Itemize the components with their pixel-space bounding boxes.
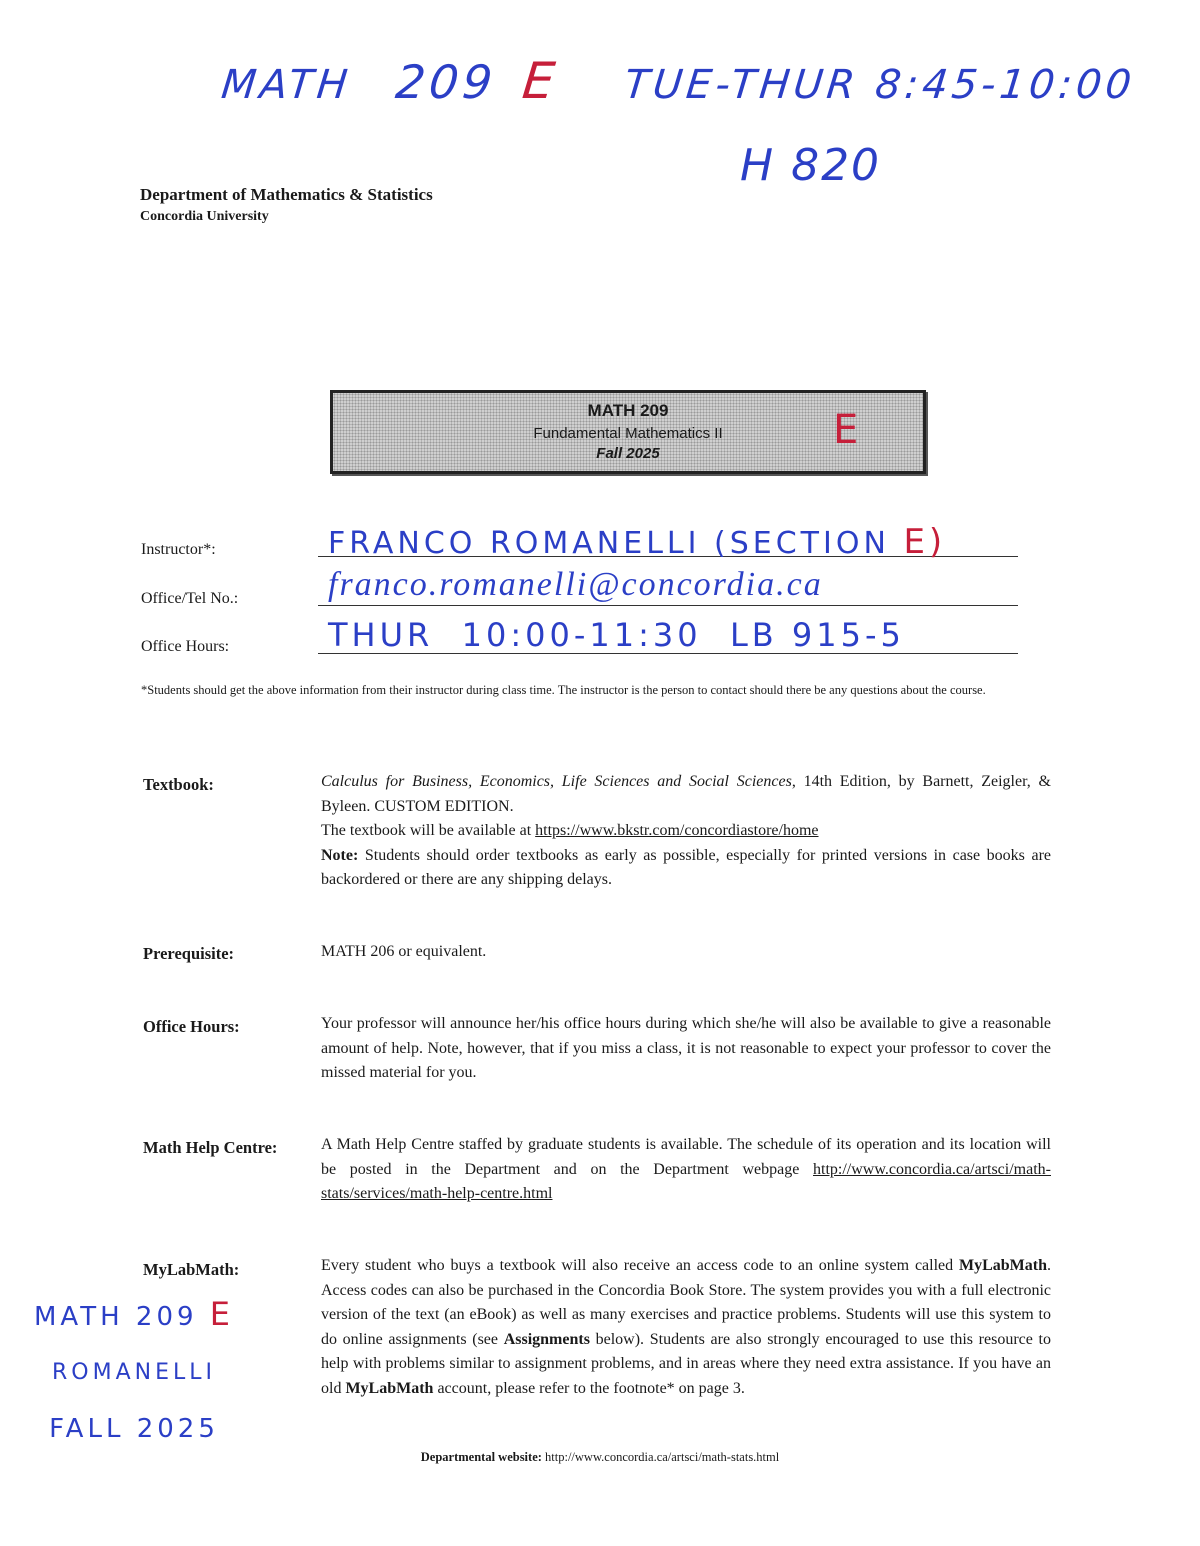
office-tel-label: Office/Tel No.: [141,590,239,607]
hw-schedule: TUE-THUR 8:45-10:00 [622,62,1138,108]
textbook-body [321,770,1051,893]
handwritten-room: H 820 [740,140,882,191]
mylabmath-body [321,1254,1051,1401]
office-hours-section-text: Your professor will announce her/his office hours during which she/he will also be available to give a reasonable amount of help. Note, however, that if you miss a class, it is not reasonable to expect your professor to cover the missed material for you. [321,1015,1051,1081]
math-help-body [321,1133,1051,1207]
office-hours-label: Office Hours: [141,638,230,655]
assignments-bold: Assignments [503,1330,590,1348]
prerequisite-text: MATH 206 or equivalent. [321,943,487,960]
office-hours-value: THUR 10:00-11:30 LB 915-5 [328,616,905,654]
office-tel-underline [318,605,1018,606]
course-title-box [330,390,926,474]
mylabmath-bold-1: MyLabMath [959,1257,1047,1274]
mylabmath-text-4: account, please refer to the footnote* on page 3. [433,1379,745,1397]
instructor-label: Instructor*: [141,541,216,558]
textbook-label: Textbook: [143,775,214,794]
margin-note-line-1 [34,1286,234,1345]
course-term: Fall 2025 [596,445,660,462]
textbook-details: , 14th Edition, by Barnett, Zeigler, & Byleen. CUSTOM EDITION. [321,773,1051,815]
handwritten-section-mark: E [833,407,859,453]
bookstore-link[interactable]: https://www.bkstr.com/concordiastore/home [535,822,819,839]
page-footer [0,1450,1200,1465]
math-help-link[interactable]: http://www.concordia.ca/artsci/math-stats/services/math-help-centre.html [321,1160,1051,1202]
margin-note-section: E [209,1295,235,1333]
instructor-section-text: E) [903,522,947,562]
math-help-label: Math Help Centre: [143,1138,278,1157]
prerequisite-label: Prerequisite: [143,944,235,963]
mylabmath-label: MyLabMath: [143,1260,240,1279]
course-name: Fundamental Mathematics II [533,425,723,442]
textbook-note-text: Students should order textbooks as early as possible, especially for printed versions in case books are backordered or there are any shipping delays. [321,846,1051,888]
instructor-footnote: *Students should get the above information from their instructor during class time. The instructor is the person to contact should there be any questions about the course. [141,683,986,697]
handwritten-course-schedule [219,52,1138,110]
textbook-note-label: Note: [321,846,359,864]
hw-course-number: 209 [393,55,499,109]
hw-section-letter: E [519,52,562,110]
textbook-title: Calculus for Business, Economics, Life Sciences and Social Sciences [321,773,792,790]
footer-label: Departmental website: [420,1450,542,1464]
mylabmath-text-2: . Access codes can also be purchased in the Concordia Book Store. The system provides you with a full electronic version of the text (an eBook) as well as many exercises and practice problems. Students will use this system to do online assignments (see [321,1257,1051,1348]
footer-website-link[interactable]: http://www.concordia.ca/artsci/math-stats.html [545,1450,780,1464]
instructor-name [328,522,946,562]
margin-note-line-3: FALL 2025 [49,1414,219,1444]
course-code: MATH 209 [587,401,669,420]
handwritten-margin-note [34,1286,234,1457]
mylabmath-text-3: below). Students are also strongly encouraged to use this resource to help with problems similar to assignment problems, and in areas where they need extra assistance. If you have an old [321,1330,1051,1397]
math-help-text: A Math Help Centre staffed by graduate students is available. The schedule of its operation and its location will be posted in the Department and on the Department webpage [321,1136,1051,1178]
instructor-name-text: FRANCO ROMANELLI (SECTION [328,526,890,561]
margin-note-line-2: ROMANELLI [52,1360,216,1385]
textbook-availability: The textbook will be available at [321,822,536,839]
office-email: franco.romanelli@concordia.ca [328,566,823,603]
margin-note-course: MATH 209 [34,1302,198,1332]
hw-course-label: MATH [219,62,354,108]
mylabmath-text-1: Every student who buys a textbook will also receive an access code to an online system called [321,1257,959,1274]
mylabmath-bold-2: MyLabMath [345,1379,434,1397]
university-name: Concordia University [140,209,269,224]
office-hours-section-label: Office Hours: [143,1017,240,1036]
department-name: Department of Mathematics & Statistics [140,185,433,204]
